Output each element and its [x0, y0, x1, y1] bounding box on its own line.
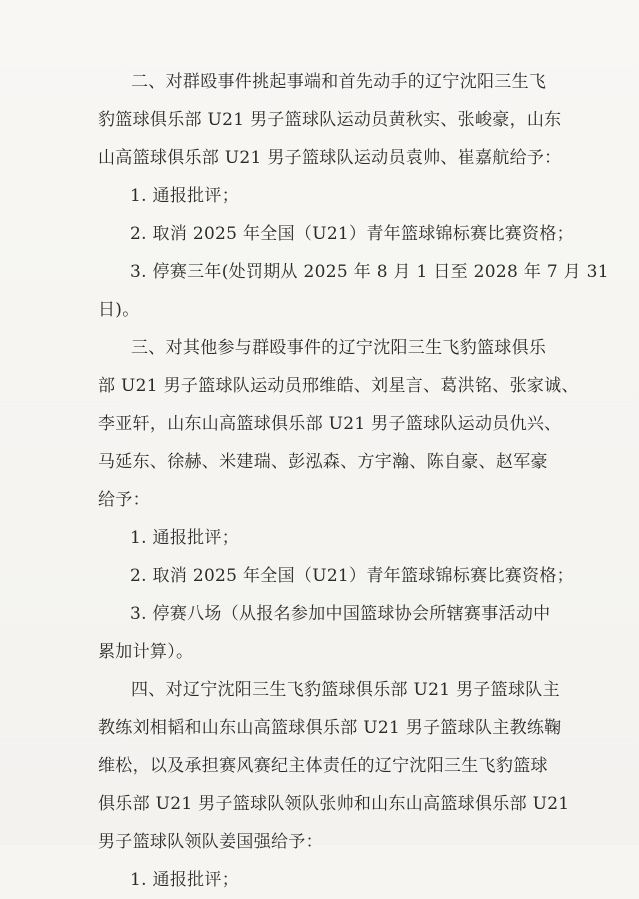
section-four [98, 671, 605, 899]
list-item: 1. 通报批评； [130, 186, 240, 206]
section-three [98, 329, 605, 671]
list-item: 3. 停赛三年(处罚期从 2025 年 8 月 1 日至 2028 年 7 月 31 [130, 262, 609, 282]
paragraph-line: 累加计算）。 [98, 642, 194, 662]
paragraph-line: 豹篮球俱乐部 U21 男子篮球队运动员黄秋实、张峻豪，山东 [98, 110, 562, 130]
list-item: 2. 取消 2025 年全国（U21）青年篮球锦标赛比赛资格； [130, 224, 574, 244]
paragraph-line: 男子篮球队领队姜国强给予： [98, 832, 323, 852]
list-item: 3. 停赛八场（从报名参加中国篮球协会所辖赛事活动中 [130, 604, 551, 624]
paragraph-line: 维松，以及承担赛风赛纪主体责任的辽宁沈阳三生飞豹篮球 [98, 756, 548, 776]
list-item: 1. 通报批评； [130, 528, 240, 548]
paragraph-line: 三、对其他参与群殴事件的辽宁沈阳三生飞豹篮球俱乐 [131, 338, 547, 358]
paragraph-line: 给予： [98, 490, 150, 510]
paragraph-line: 俱乐部 U21 男子篮球队领队张帅和山东山高篮球俱乐部 U21 [98, 794, 570, 814]
paragraph-line: 日)。 [98, 300, 140, 320]
list-item: 2. 取消 2025 年全国（U21）青年篮球锦标赛比赛资格； [130, 566, 574, 586]
paragraph-line: 李亚轩，山东山高篮球俱乐部 U21 男子篮球队运动员仇兴、 [98, 414, 562, 434]
paragraph-line: 山高篮球俱乐部 U21 男子篮球队运动员袁帅、崔嘉航给予： [98, 148, 562, 168]
paragraph-line: 二、对群殴事件挑起事端和首先动手的辽宁沈阳三生飞 [131, 72, 547, 92]
paragraph-line: 教练刘相韬和山东山高篮球俱乐部 U21 男子篮球队主教练鞠 [98, 718, 562, 738]
list-item: 1. 通报批评； [130, 870, 240, 890]
paragraph-line: 马延东、徐赫、米建瑞、彭泓森、方宇瀚、陈自豪、赵军豪 [98, 452, 548, 472]
paragraph-line: 四、对辽宁沈阳三生飞豹篮球俱乐部 U21 男子篮球队主 [131, 680, 560, 700]
section-two [98, 63, 609, 329]
paragraph-line: 部 U21 男子篮球队运动员邢维皓、刘星言、葛洪铭、张家诚、 [98, 376, 579, 396]
